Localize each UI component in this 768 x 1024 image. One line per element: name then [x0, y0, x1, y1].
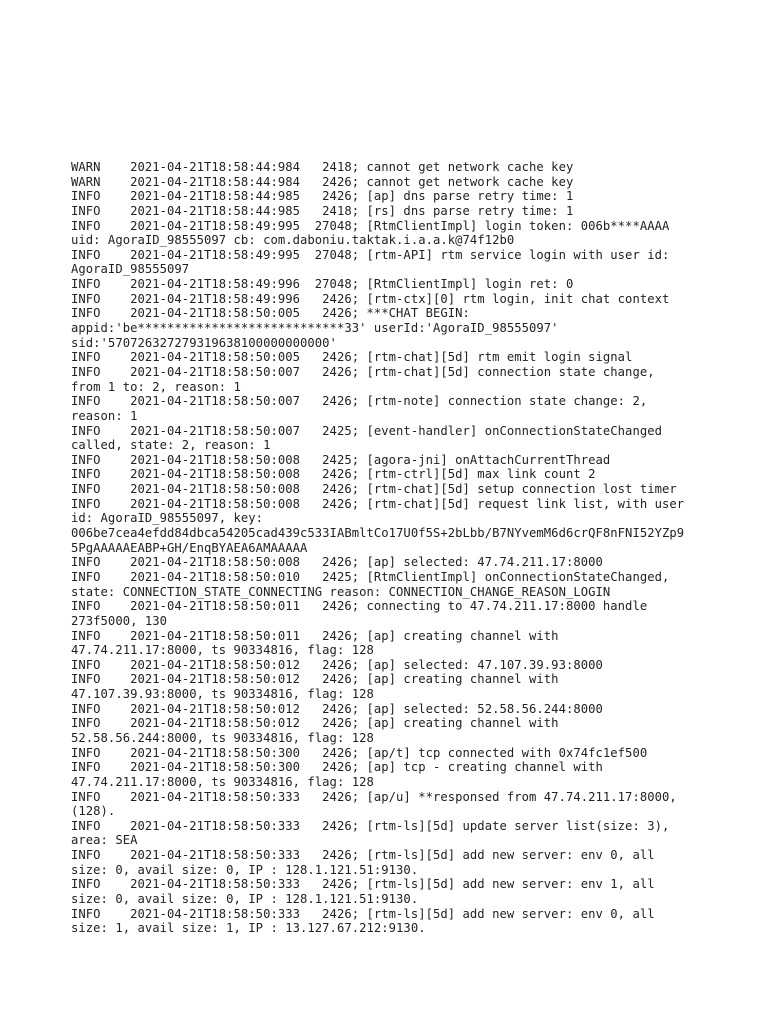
log-line: id: AgoraID_98555097, key:	[71, 511, 264, 526]
log-line: sid:'570726327279319638100000000000'	[71, 335, 337, 350]
log-line: INFO 2021-04-21T18:58:50:333 2426; [rtm-ls][5d] add new server: env 1, all	[71, 877, 655, 892]
log-line: INFO 2021-04-21T18:58:49:996 2426; [rtm-ctx][0] rtm login, init chat context	[71, 291, 670, 306]
log-line: state: CONNECTION_STATE_CONNECTING reason: CONNECTION_CHANGE_REASON_LOGIN	[71, 584, 611, 599]
log-line: size: 1, avail size: 1, IP : 13.127.67.212:9130.	[71, 921, 426, 936]
log-line: INFO 2021-04-21T18:58:50:333 2426; [ap/u] **responsed from 47.74.211.17:8000,	[71, 789, 677, 804]
log-line: 52.58.56.244:8000, ts 90334816, flag: 128	[71, 730, 374, 745]
log-line: INFO 2021-04-21T18:58:50:011 2426; [ap] creating channel with	[71, 628, 559, 643]
log-line: called, state: 2, reason: 1	[71, 438, 271, 453]
log-line: from 1 to: 2, reason: 1	[71, 379, 241, 394]
log-line: INFO 2021-04-21T18:58:50:008 2425; [agora-jni] onAttachCurrentThread	[71, 452, 611, 467]
log-line: 47.74.211.17:8000, ts 90334816, flag: 128	[71, 643, 374, 658]
log-line: uid: AgoraID_98555097 cb: com.daboniu.taktak.i.a.a.k@74f12b0	[71, 233, 515, 248]
log-line: INFO 2021-04-21T18:58:50:008 2426; [rtm-ctrl][5d] max link count 2	[71, 467, 596, 482]
log-line: 273f5000, 130	[71, 613, 168, 628]
log-line: INFO 2021-04-21T18:58:49:995 27048; [RtmClientImpl] login token: 006b****AAAA	[71, 218, 670, 233]
log-line: INFO 2021-04-21T18:58:50:012 2426; [ap] creating channel with	[71, 716, 559, 731]
log-line: INFO 2021-04-21T18:58:50:012 2426; [ap] creating channel with	[71, 672, 559, 687]
log-line: INFO 2021-04-21T18:58:50:011 2426; connecting to 47.74.211.17:8000 handle	[71, 599, 648, 614]
log-line: INFO 2021-04-21T18:58:50:012 2426; [ap] selected: 47.107.39.93:8000	[71, 657, 603, 672]
log-line: 47.107.39.93:8000, ts 90334816, flag: 128	[71, 687, 374, 702]
log-line: reason: 1	[71, 408, 138, 423]
log-line: INFO 2021-04-21T18:58:50:333 2426; [rtm-ls][5d] add new server: env 0, all	[71, 906, 655, 921]
log-line: WARN 2021-04-21T18:58:44:984 2426; cannot get network cache key	[71, 174, 574, 189]
log-line: 5PgAAAAAEABP+GH/EnqBYAEA6AMAAAAA	[71, 540, 308, 555]
log-line: INFO 2021-04-21T18:58:44:985 2426; [ap] dns parse retry time: 1	[71, 189, 574, 204]
log-line: (128).	[71, 804, 116, 819]
log-line: appid:'be****************************33' userId:'AgoraID_98555097'	[71, 321, 559, 336]
log-line: AgoraID_98555097	[71, 262, 190, 277]
log-line: INFO 2021-04-21T18:58:50:300 2426; [ap] tcp - creating channel with	[71, 760, 603, 775]
log-line: INFO 2021-04-21T18:58:50:300 2426; [ap/t] tcp connected with 0x74fc1ef500	[71, 745, 648, 760]
log-line: INFO 2021-04-21T18:58:50:005 2426; [rtm-chat][5d] rtm emit login signal	[71, 350, 633, 365]
log-line: INFO 2021-04-21T18:58:50:008 2426; [ap] selected: 47.74.211.17:8000	[71, 555, 603, 570]
log-line: INFO 2021-04-21T18:58:50:008 2426; [rtm-chat][5d] setup connection lost timer	[71, 482, 677, 497]
log-line: INFO 2021-04-21T18:58:50:007 2426; [rtm-chat][5d] connection state change,	[71, 364, 655, 379]
log-line: 006be7cea4efdd84dbca54205cad439c533IABmltCo17U0f5S+2bLbb/B7NYvemM6d6crQF8nFNI52YZp9	[71, 526, 685, 541]
log-line: 47.74.211.17:8000, ts 90334816, flag: 128	[71, 774, 374, 789]
log-line: INFO 2021-04-21T18:58:50:010 2425; [RtmClientImpl] onConnectionStateChanged,	[71, 569, 670, 584]
log-line: INFO 2021-04-21T18:58:49:995 27048; [rtm-API] rtm service login with user id:	[71, 247, 670, 262]
log-line: size: 0, avail size: 0, IP : 128.1.121.51:9130.	[71, 892, 419, 907]
log-line: INFO 2021-04-21T18:58:44:985 2418; [rs] dns parse retry time: 1	[71, 203, 574, 218]
log-line: INFO 2021-04-21T18:58:50:333 2426; [rtm-ls][5d] update server list(size: 3),	[71, 818, 670, 833]
log-line: INFO 2021-04-21T18:58:50:008 2426; [rtm-chat][5d] request link list, with user	[71, 496, 685, 511]
log-line: INFO 2021-04-21T18:58:49:996 27048; [RtmClientImpl] login ret: 0	[71, 277, 574, 292]
log-line: WARN 2021-04-21T18:58:44:984 2418; cannot get network cache key	[71, 160, 574, 174]
log-line: INFO 2021-04-21T18:58:50:005 2426; ***CHAT BEGIN:	[71, 306, 470, 321]
log-line: INFO 2021-04-21T18:58:50:012 2426; [ap] selected: 52.58.56.244:8000	[71, 701, 603, 716]
log-line: size: 0, avail size: 0, IP : 128.1.121.51:9130.	[71, 862, 419, 877]
log-line: INFO 2021-04-21T18:58:50:007 2425; [event-handler] onConnectionStateChanged	[71, 423, 662, 438]
log-document	[71, 160, 731, 936]
log-line: area: SEA	[71, 833, 138, 848]
log-line: INFO 2021-04-21T18:58:50:333 2426; [rtm-ls][5d] add new server: env 0, all	[71, 848, 655, 863]
log-line: INFO 2021-04-21T18:58:50:007 2426; [rtm-note] connection state change: 2,	[71, 394, 648, 409]
